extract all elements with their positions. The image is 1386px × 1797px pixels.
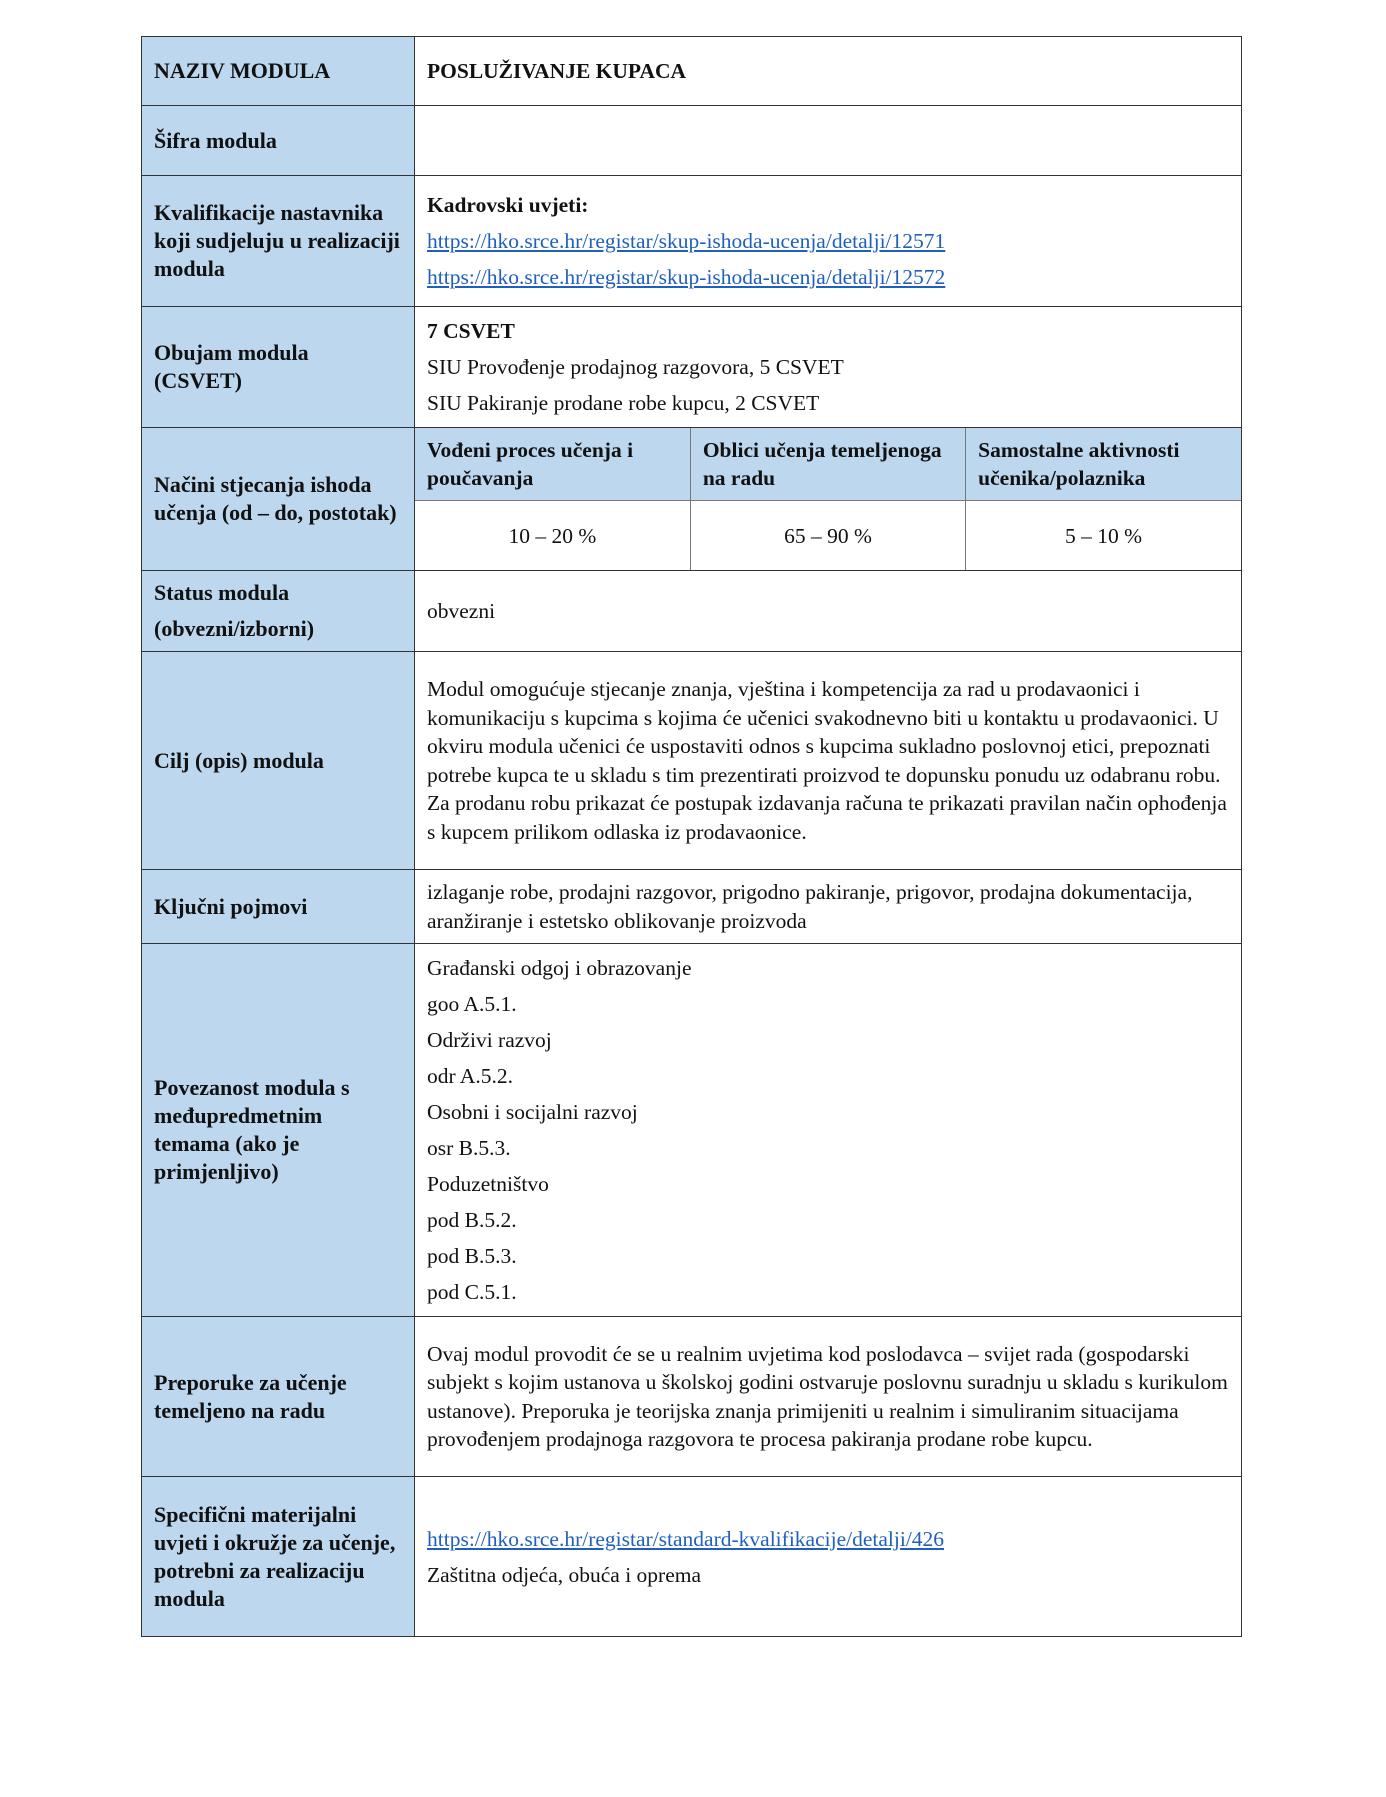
povezanost-item: goo A.5.1. (427, 992, 517, 1016)
povezanost-item: pod C.5.1. (427, 1280, 517, 1304)
value-povezanost (415, 944, 1242, 1317)
povezanost-item: pod B.5.3. (427, 1244, 517, 1268)
row-sifra (142, 106, 1242, 176)
nacini-subtable (415, 428, 1241, 570)
label-naziv: NAZIV MODULA (142, 37, 415, 106)
row-cilj (142, 652, 1242, 870)
label-kvalifikacije: Kvalifikacije nastavnika koji sudjeluju u realizaciji modula (142, 176, 415, 307)
nacini-header: Oblici učenja temeljenoga na radu (690, 428, 965, 501)
label-sifra: Šifra modula (142, 106, 415, 176)
nacini-value-row (415, 501, 1241, 571)
kadrovski-heading: Kadrovski uvjeti: (427, 193, 589, 217)
povezanost-item: Poduzetništvo (427, 1172, 549, 1196)
nacini-header: Vođeni proces učenja i poučavanja (415, 428, 690, 501)
label-obujam: Obujam modula (CSVET) (142, 307, 415, 428)
povezanost-item: pod B.5.2. (427, 1208, 517, 1232)
povezanost-item: Održivi razvoj (427, 1028, 552, 1052)
value-kvalifikacije (415, 176, 1242, 307)
value-naziv: POSLUŽIVANJE KUPACA (415, 37, 1242, 106)
value-kljucni: izlaganje robe, prodajni razgovor, prigodno pakiranje, prigovor, prodajna dokumentacija, aranžiranje i estetsko oblikovanje proizvoda (415, 870, 1242, 944)
specificni-text: Zaštitna odjeća, obuća i oprema (427, 1562, 702, 1587)
obujam-item: SIU Provođenje prodajnog razgovora, 5 CSVET (427, 355, 844, 379)
value-specificni (415, 1477, 1242, 1637)
nacini-value: 65 – 90 % (690, 501, 965, 571)
module-table (141, 36, 1242, 1637)
row-specificni (142, 1477, 1242, 1637)
label-specificni: Specifični materijalni uvjeti i okružje za učenje, potrebni za realizaciju modula (142, 1477, 415, 1637)
row-kvalifikacije (142, 176, 1242, 307)
link-standard-426[interactable]: https://hko.srce.hr/registar/standard-kvalifikacije/detalji/426 (427, 1526, 945, 1551)
label-preporuke: Preporuke za učenje temeljeno na radu (142, 1317, 415, 1477)
value-preporuke: Ovaj modul provodit će se u realnim uvjetima kod poslodavca – svijet rada (gospodarski subjekt s kojim ustanova u školskoj godini ostvaruje poslovnu suradnju u skladu s kurikulom ustanove). Preporuka je teorijska znanja primijeniti u realnim i simuliranim situacijama provođenjem prodajnoga razgovora te procesa pakiranja prodane robe kupcu. (415, 1317, 1242, 1477)
nacini-header-row (415, 428, 1241, 501)
row-status (142, 571, 1242, 652)
value-cilj: Modul omogućuje stjecanje znanja, vještina i kompetencija za rad u prodavaonici i komunikaciju s kupcima s kojima će učenici svakodnevno biti u kontaktu u prodavaonici. U okviru modula učenici će uspostaviti odnos s kupcima sukladno poslovnoj etici, prepoznati potrebe kupca te u skladu s tim prezentirati proizvod te dopunsku ponudu uz odabranu robu. Za prodanu robu prikazat će postupak izdavanja računa te prikazati pravilan način ophođenja s kupcem prilikom odlaska iz prodavaonice. (415, 652, 1242, 870)
row-kljucni (142, 870, 1242, 944)
povezanost-item: Građanski odgoj i obrazovanje (427, 956, 692, 980)
row-preporuke (142, 1317, 1242, 1477)
povezanost-item: Osobni i socijalni razvoj (427, 1100, 638, 1124)
obujam-total: 7 CSVET (427, 319, 515, 343)
row-obujam (142, 307, 1242, 428)
value-status: obvezni (415, 571, 1242, 652)
nacini-value: 10 – 20 % (415, 501, 690, 571)
link-12571[interactable]: https://hko.srce.hr/registar/skup-ishoda-ucenja/detalji/12571 (427, 229, 946, 253)
nacini-value: 5 – 10 % (966, 501, 1241, 571)
label-kljucni: Ključni pojmovi (142, 870, 415, 944)
value-obujam (415, 307, 1242, 428)
nacini-header: Samostalne aktivnosti učenika/polaznika (966, 428, 1241, 501)
label-status: Status modula (obvezni/izborni) (142, 571, 415, 652)
povezanost-item: osr B.5.3. (427, 1136, 511, 1160)
row-nacini (142, 428, 1242, 571)
value-nacini (415, 428, 1242, 571)
link-12572[interactable]: https://hko.srce.hr/registar/skup-ishoda-ucenja/detalji/12572 (427, 265, 946, 289)
obujam-item: SIU Pakiranje prodane robe kupcu, 2 CSVET (427, 391, 820, 415)
label-cilj: Cilj (opis) modula (142, 652, 415, 870)
row-naziv (142, 37, 1242, 106)
label-povezanost: Povezanost modula s međupredmetnim temama (ako je primjenljivo) (142, 944, 415, 1317)
value-sifra (415, 106, 1242, 176)
row-povezanost (142, 944, 1242, 1317)
label-nacini: Načini stjecanja ishoda učenja (od – do, postotak) (142, 428, 415, 571)
povezanost-item: odr A.5.2. (427, 1064, 513, 1088)
